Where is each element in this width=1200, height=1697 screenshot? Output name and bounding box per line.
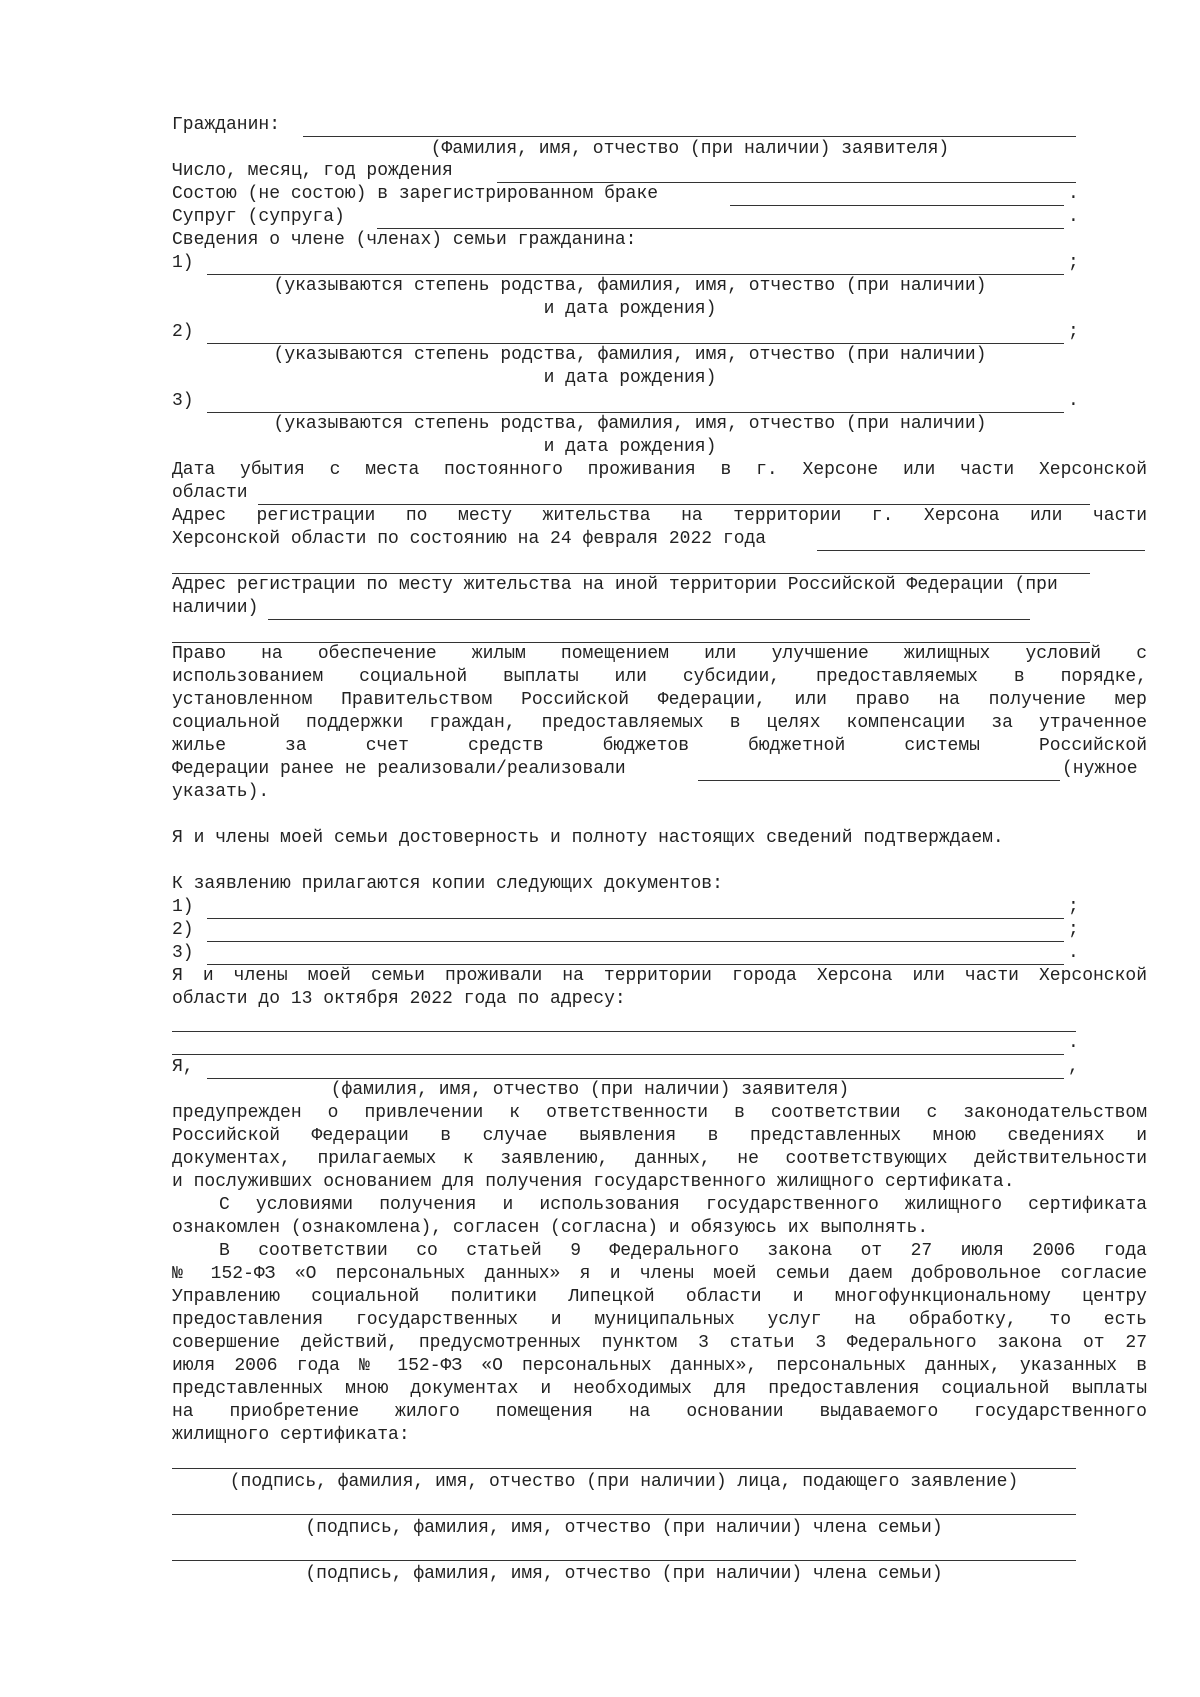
other-address-label-2: наличии)	[172, 598, 259, 618]
citizen-label: Гражданин:	[172, 115, 281, 135]
registration-address-field[interactable]	[817, 550, 1145, 551]
signature-applicant-hint: (подпись, фамилия, имя, отчество (при наличии) лица, подающего заявление)	[229, 1472, 1019, 1492]
declarant-text-line-2: Российской Федерации в случае выявления в представленных мною сведениях и	[172, 1126, 1147, 1146]
family-item-2-semicolon: ;	[1068, 322, 1079, 342]
consent-text-line-8: на приобретение жилого помещения на основании выдаваемого государственного	[172, 1402, 1147, 1422]
family-item-2-hint-2: и дата рождения)	[543, 368, 717, 388]
family-item-1-hint-2: и дата рождения)	[543, 299, 717, 319]
declarant-i-label: Я,	[172, 1057, 194, 1077]
family-item-3-period: .	[1068, 391, 1079, 411]
documents-label: К заявлению прилагаются копии следующих документов:	[172, 874, 723, 894]
consent-text-line-2: № 152-ФЗ «О персональных данных» я и члены моей семьи даем добровольное согласие	[172, 1264, 1147, 1284]
document-item-3-number: 3)	[172, 943, 194, 963]
right-realized-field[interactable]	[698, 780, 1060, 781]
declarant-hint: (фамилия, имя, отчество (при наличии) заявителя)	[330, 1080, 850, 1100]
document-item-2-semicolon: ;	[1068, 920, 1079, 940]
right-text-line-4: социальной поддержки граждан, предоставляемых в целях компенсации за утраченное	[172, 713, 1147, 733]
document-item-1-field[interactable]	[207, 918, 1064, 919]
document-item-2-field[interactable]	[207, 941, 1064, 942]
family-item-3-hint-2: и дата рождения)	[543, 437, 717, 457]
registration-label-2: Херсонской области по состоянию на 24 февраля 2022 года	[172, 529, 767, 549]
departure-label: Дата убытия с места постоянного проживания в г. Херсоне или части Херсонской	[172, 460, 1147, 480]
lived-address-field[interactable]	[172, 1031, 1076, 1032]
citizen-hint: (Фамилия, имя, отчество (при наличии) заявителя)	[430, 139, 950, 159]
right-text-line-7: указать).	[172, 782, 270, 802]
signature-member-2-field[interactable]	[172, 1560, 1076, 1561]
family-label: Сведения о члене (членах) семьи гражданина:	[172, 230, 637, 250]
spouse-label: Супруг (супруга)	[172, 207, 345, 227]
consent-text-line-6: июля 2006 года № 152-ФЗ «О персональных данных», персональных данных, указанных в	[172, 1356, 1147, 1376]
family-item-3-number: 3)	[172, 391, 194, 411]
family-item-1-semicolon: ;	[1068, 253, 1079, 273]
signature-member-1-field[interactable]	[172, 1514, 1076, 1515]
signature-member-2-hint: (подпись, фамилия, имя, отчество (при наличии) члена семьи)	[305, 1564, 943, 1584]
right-text-hint: (нужное	[1062, 759, 1138, 779]
consent-text-line-1: В соответствии со статьей 9 Федерального закона от 27 июля 2006 года	[219, 1241, 1147, 1261]
conditions-text-line-1: С условиями получения и использования государственного жилищного сертификата	[219, 1195, 1147, 1215]
right-text-line-1: Право на обеспечение жилым помещением или улучшение жилищных условий с	[172, 644, 1147, 664]
lived-text-2: области до 13 октября 2022 года по адресу:	[172, 989, 626, 1009]
family-item-2-hint: (указываются степень родства, фамилия, имя, отчество (при наличии)	[273, 345, 987, 365]
right-text-line-5: жилье за счет средств бюджетов бюджетной системы Российской	[172, 736, 1147, 756]
declarant-text-line-3: документах, прилагаемых к заявлению, данных, не соответствующих действительности	[172, 1149, 1147, 1169]
right-text-line-2: использованием социальной выплаты или субсидии, предоставляемых в порядке,	[172, 667, 1147, 687]
document-item-3-period: .	[1068, 943, 1079, 963]
other-address-label: Адрес регистрации по месту жительства на иной территории Российской Федерации (при	[172, 575, 1058, 595]
document-item-1-number: 1)	[172, 897, 194, 917]
marriage-field[interactable]	[730, 205, 1064, 206]
document-item-2-number: 2)	[172, 920, 194, 940]
consent-text-line-3: Управлению социальной политики Липецкой области и многофункциональному центру	[172, 1287, 1147, 1307]
departure-label-2: области	[172, 483, 248, 503]
consent-text-line-4: предоставления государственных и муниципальных услуг на обработку, то есть	[172, 1310, 1147, 1330]
spouse-period: .	[1068, 207, 1079, 227]
birth-date-label: Число, месяц, год рождения	[172, 161, 453, 181]
declarant-text-line-1: предупрежден о привлечении к ответственности в соответствии с законодательством	[172, 1103, 1147, 1123]
family-item-3-hint: (указываются степень родства, фамилия, имя, отчество (при наличии)	[273, 414, 987, 434]
right-text-line-3: установленном Правительством Российской Федерации, или право на получение мер	[172, 690, 1147, 710]
lived-text: Я и члены моей семьи проживали на территории города Херсона или части Херсонской	[172, 966, 1147, 986]
other-address-field[interactable]	[268, 619, 1030, 620]
right-text-line-6: Федерации ранее не реализовали/реализовали	[172, 759, 626, 779]
registration-label: Адрес регистрации по месту жительства на территории г. Херсона или части	[172, 506, 1147, 526]
signature-member-1-hint: (подпись, фамилия, имя, отчество (при наличии) члена семьи)	[305, 1518, 943, 1538]
marriage-period: .	[1068, 184, 1079, 204]
signature-applicant-field[interactable]	[172, 1468, 1076, 1469]
lived-address-period: .	[1068, 1033, 1079, 1053]
consent-text-line-9: жилищного сертификата:	[172, 1425, 410, 1445]
consent-text-line-7: представленных мною документах и необходимых для предоставления социальной выплаты	[172, 1379, 1147, 1399]
conditions-text-line-2: ознакомлен (ознакомлена), согласен (согласна) и обязуюсь их выполнять.	[172, 1218, 929, 1238]
family-item-2-number: 2)	[172, 322, 194, 342]
confirm-text: Я и члены моей семьи достоверность и полноту настоящих сведений подтверждаем.	[172, 828, 1004, 848]
document-item-1-semicolon: ;	[1068, 897, 1079, 917]
lived-address-field-2[interactable]	[172, 1054, 1064, 1055]
family-item-1-hint: (указываются степень родства, фамилия, имя, отчество (при наличии)	[273, 276, 987, 296]
consent-text-line-5: совершение действий, предусмотренных пунктом 3 статьи 3 Федерального закона от 27	[172, 1333, 1147, 1353]
family-item-1-number: 1)	[172, 253, 194, 273]
citizen-name-field[interactable]	[303, 136, 1076, 137]
marriage-label: Состою (не состою) в зарегистрированном браке	[172, 184, 659, 204]
declarant-comma: ,	[1068, 1057, 1079, 1077]
declarant-text-line-4: и послуживших основанием для получения государственного жилищного сертификата.	[172, 1172, 1015, 1192]
